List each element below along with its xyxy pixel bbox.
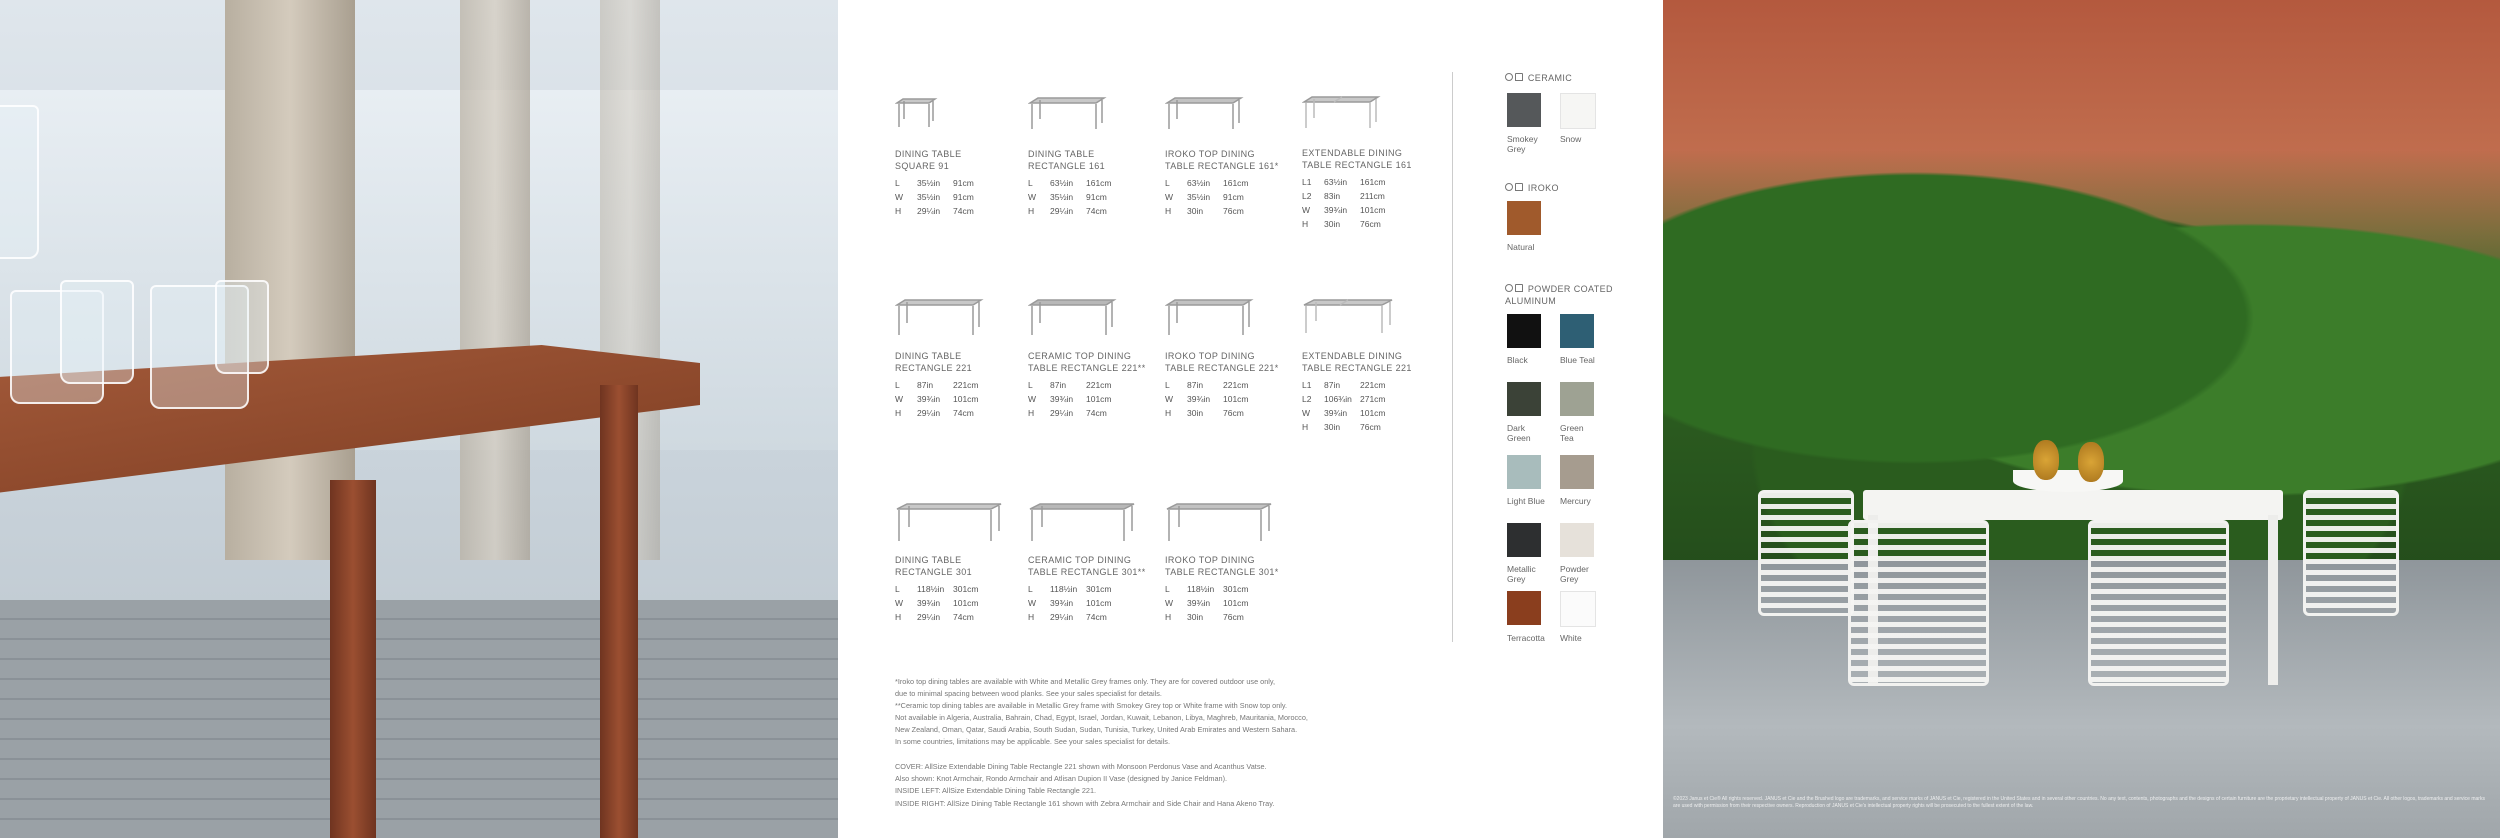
finish-label: Metallic Grey [1507, 564, 1536, 584]
table-drawing-rectangle [895, 297, 1005, 341]
photo-pillar [460, 0, 530, 560]
finish-swatch[interactable] [1507, 523, 1541, 557]
product-card [895, 95, 1005, 220]
photo-pineapple [2078, 442, 2104, 482]
finish-label: Green Tea [1560, 423, 1584, 443]
table-drawing-extendable [1302, 297, 1412, 341]
outdoor-icon [1505, 73, 1513, 81]
finish-swatch[interactable] [1507, 591, 1541, 625]
product-name: DINING TABLE RECTANGLE 161 [1028, 149, 1106, 171]
finish-label: Black [1507, 355, 1528, 365]
dimensions-table: L 118½in 301cm W 39¾in 101cm H 29¼in 74cm [1028, 584, 1112, 622]
finish-swatch[interactable] [1560, 93, 1596, 129]
photo-bowl [2013, 470, 2123, 492]
photo-table-leg [330, 480, 376, 838]
product-name: DINING TABLE SQUARE 91 [895, 149, 962, 171]
finish-group-title: CERAMIC [1505, 72, 1572, 84]
product-card [1028, 297, 1146, 422]
finish-group-title: IROKO [1505, 182, 1559, 194]
photo-chair [1848, 520, 1989, 686]
photo-table-leg [600, 385, 638, 838]
product-card [1302, 297, 1412, 436]
table-drawing-rectangle [1028, 95, 1138, 139]
copyright-notice: ©2023 Janus et Cie® All rights reserved. JANUS et Cie and the Brushed logo are trademarks, and service marks of JANUS et Cie, registered in the United States and in several other countries. No any text, contents, photographs and the designs of certain furniture are the proprietary intellectual property of JANUS et Cie. All other logos, trademarks and service marks are used with permission from their respective owners. Reproduction of JANUS et Cie's intellectual property rights will be prosecuted to the fullest extent of the law. [1673, 796, 2485, 809]
finish-label: Snow [1560, 134, 1582, 144]
dimensions-table: L1 63½in 161cm L2 83in 211cm W 39¾in 101cm H 30in 76cm [1302, 177, 1386, 229]
finish-label: Natural [1507, 242, 1535, 252]
finish-swatch[interactable] [1507, 93, 1541, 127]
table-drawing-extendable [1302, 94, 1412, 138]
product-name: DINING TABLE RECTANGLE 221 [895, 351, 973, 373]
photo-chair [1758, 490, 1854, 616]
dimensions-table: L 63½in 161cm W 35½in 91cm H 29¼in 74cm [1028, 178, 1112, 216]
dimensions-table: L 63½in 161cm W 35½in 91cm H 30in 76cm [1165, 178, 1249, 216]
indoor-icon [1515, 183, 1523, 191]
product-name: DINING TABLE RECTANGLE 301 [895, 555, 973, 577]
indoor-icon [1515, 284, 1523, 292]
table-drawing-rectangle [895, 501, 1005, 545]
photo-table [1863, 490, 2283, 520]
finish-label: Blue Teal [1560, 355, 1595, 365]
finish-label: Light Blue [1507, 496, 1545, 506]
table-drawing-iroko [1165, 501, 1275, 545]
product-card [895, 297, 1005, 422]
finish-swatch[interactable] [1507, 201, 1541, 235]
finish-swatch[interactable] [1560, 523, 1594, 557]
photo-glass [0, 105, 39, 259]
photo-table-leg [2268, 515, 2278, 685]
dimensions-table: L1 87in 221cm L2 106¾in 271cm W 39¾in 101cm H 30in 76cm [1302, 380, 1386, 432]
finish-label: Dark Green [1507, 423, 1531, 443]
dimensions-table: L 35½in 91cm W 35½in 91cm H 29¼in 74cm [895, 178, 974, 216]
dimensions-table: L 87in 221cm W 39¾in 101cm H 30in 76cm [1165, 380, 1249, 418]
dimensions-table: L 118½in 301cm W 39¾in 101cm H 30in 76cm [1165, 584, 1249, 622]
photo-chair [2088, 520, 2229, 686]
footnotes: *Iroko top dining tables are available with White and Metallic Grey frames only. They are for covered outdoor use only, due to minimal spacing between wood planks. See your sales specialist for details. **Ceramic top dining tables are available in Metallic Grey frame with Smokey Grey top or White frame with Snow top only. Not available in Algeria, Australia, Bahrain, Chad, Egypt, Israel, Jordan, Kuwait, Lebanon, Libya, Maghreb, Mauritania, Morocco, New Zealand, Oman, Qatar, Saudi Arabia, South Sudan, Sudan, Tunisia, Turkey, United Arab Emirates and Western Sahara. In some countries, limitations may be applicable. See your sales specialist for details. [895, 677, 1308, 746]
section-divider [1452, 72, 1453, 642]
finish-swatch[interactable] [1507, 314, 1541, 348]
finish-swatch[interactable] [1560, 382, 1594, 416]
photo-chair [2303, 490, 2399, 616]
finish-label: Terracotta [1507, 633, 1545, 643]
finish-label: White [1560, 633, 1582, 643]
outdoor-icon [1505, 284, 1513, 292]
dimensions-table: L 118½in 301cm W 39¾in 101cm H 29¼in 74cm [895, 584, 979, 622]
product-card [1165, 501, 1279, 626]
finish-swatch[interactable] [1560, 455, 1594, 489]
product-card [1028, 95, 1138, 220]
table-drawing-iroko [1165, 95, 1275, 139]
photo-dining-table-closeup [0, 0, 838, 838]
photo-captions: COVER: AllSize Extendable Dining Table Rectangle 221 shown with Monsoon Perdonus Vase and Acanthus Vatse. Also shown: Knot Armchair, Rondo Armchair and Atlisan Dupion II Vase (designed by Janice Feldman). INSIDE LEFT: AllSize Extendable Dining Table Rectangle 221. INSIDE RIGHT: AllSize Dining Table Rectangle 161 shown with Zebra Armchair and Side Chair and Hana Akeno Tray. [895, 762, 1275, 808]
product-card [895, 501, 1005, 626]
product-card [1302, 94, 1412, 233]
photo-glass [60, 280, 134, 384]
photo-glass [215, 280, 269, 374]
dimensions-table: L 87in 221cm W 39¾in 101cm H 29¼in 74cm [1028, 380, 1112, 418]
product-card [1165, 297, 1279, 422]
product-name: EXTENDABLE DINING TABLE RECTANGLE 221 [1302, 351, 1412, 373]
product-name: CERAMIC TOP DINING TABLE RECTANGLE 221** [1028, 351, 1146, 373]
finish-label: Smokey Grey [1507, 134, 1538, 154]
finish-swatch[interactable] [1507, 382, 1541, 416]
product-card [1165, 95, 1279, 220]
finish-label: Powder Grey [1560, 564, 1589, 584]
photo-deck [0, 600, 838, 838]
table-drawing-ceramic [1028, 501, 1138, 545]
finish-label: Mercury [1560, 496, 1591, 506]
product-card [1028, 501, 1146, 626]
table-drawing-ceramic [1028, 297, 1138, 341]
product-name: EXTENDABLE DINING TABLE RECTANGLE 161 [1302, 148, 1412, 170]
finish-swatch[interactable] [1560, 314, 1594, 348]
product-name: IROKO TOP DINING TABLE RECTANGLE 301* [1165, 555, 1279, 577]
photo-patio-dining-set [1663, 0, 2500, 838]
dimensions-table: L 87in 221cm W 39¾in 101cm H 29¼in 74cm [895, 380, 979, 418]
finish-swatch[interactable] [1507, 455, 1541, 489]
table-drawing-iroko [1165, 297, 1275, 341]
outdoor-icon [1505, 183, 1513, 191]
product-name: CERAMIC TOP DINING TABLE RECTANGLE 301** [1028, 555, 1146, 577]
finish-swatch[interactable] [1560, 591, 1596, 627]
indoor-icon [1515, 73, 1523, 81]
photo-pineapple [2033, 440, 2059, 480]
product-name: IROKO TOP DINING TABLE RECTANGLE 161* [1165, 149, 1279, 171]
finish-group-title: POWDER COATED ALUMINUM [1505, 284, 1613, 306]
product-name: IROKO TOP DINING TABLE RECTANGLE 221* [1165, 351, 1279, 373]
table-drawing-square [895, 95, 1005, 139]
